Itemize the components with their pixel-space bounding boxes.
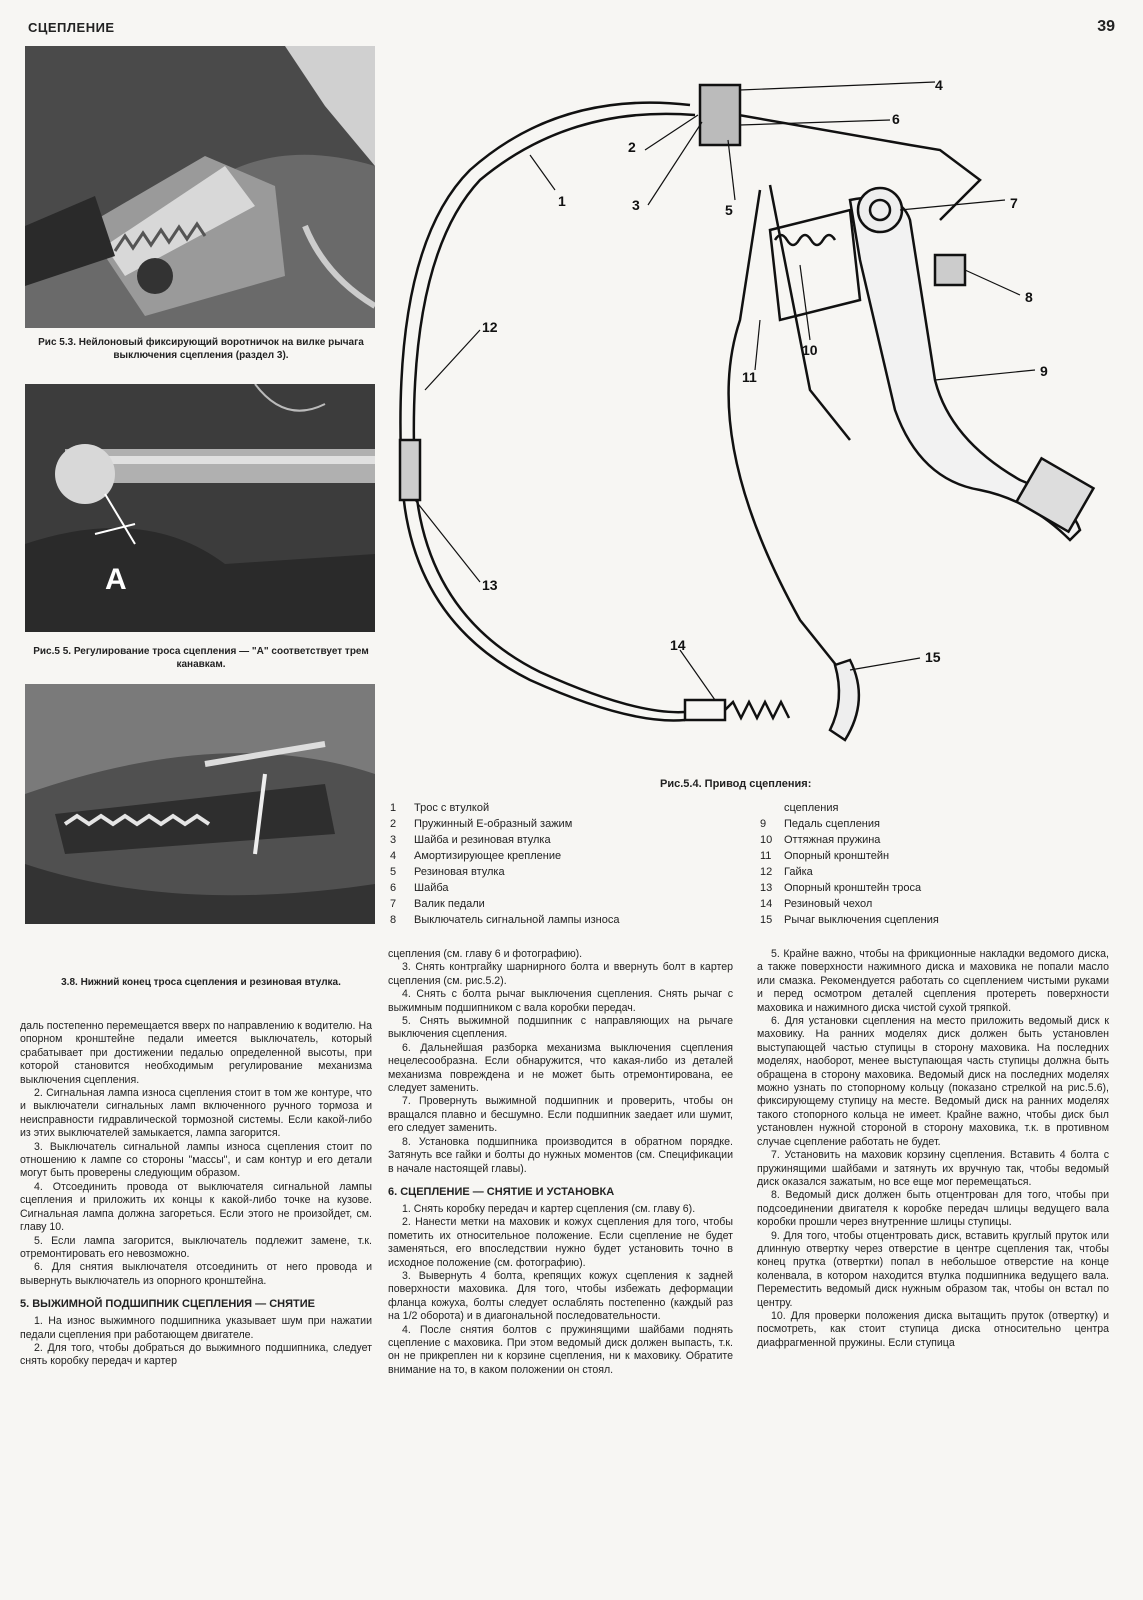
text-column-2 xyxy=(388,948,733,1377)
figure-legend-right xyxy=(760,800,1100,928)
legend-item: 7 Валик педали xyxy=(390,898,485,910)
paragraph: 9. Для того, чтобы отцентровать диск, вставить круглый пруток или длинную отвертку через отверстие в центре сцепления так, чтобы конец прутка (отвертки) попал в небольшое отверстие на конце коленвала, в котором находится втулка подшипника ведущего вала. Переместить ведомый диск нужным образом так, чтобы он встал по центру. xyxy=(757,1229,1109,1309)
text-column-3 xyxy=(757,948,1109,1350)
figure-legend-left xyxy=(390,800,710,928)
legend-item: 4 Амортизирующее крепление xyxy=(390,850,562,862)
callout-14: 14 xyxy=(670,637,686,653)
paragraph: даль постепенно перемещается вверх по направлению к водителю. На опорном кронштейне педали имеется выключатель, который срабатывает при достижении педалью определенной высоты, при которой становится необходимым регулирование механизма выключения сцепления. xyxy=(20,1020,372,1086)
paragraph: 8. Ведомый диск должен быть отцентрован для того, чтобы при подсоединении двигателя к коробке передач шлицы ведущего вала коробки прошли через внутренние шлицы ступицы. xyxy=(757,1189,1109,1229)
paragraph: 7. Установить на маховик корзину сцепления. Вставить 4 болта с пружинящими шайбами и затянуть их вручную так, чтобы ведомый диск оказался зажатым, но все еще мог перемещаться. xyxy=(757,1149,1109,1188)
photo-cable-adjustment xyxy=(25,384,375,632)
legend-item: 8 Выключатель сигнальной лампы износа xyxy=(390,914,620,926)
paragraph: 2. Нанести метки на маховик и кожух сцепления для того, чтобы пометить их относительное положение. Если сцепление не будет заменяться, его впоследствии нужно будет установить точно в исходное положение (см. фотографию). xyxy=(388,1216,733,1269)
paragraph: 6. Для снятия выключателя отсоединить от него провода и вывернуть выключатель из опорного кронштейна. xyxy=(20,1261,372,1287)
photo2-label-a: A xyxy=(105,563,127,596)
callout-1: 1 xyxy=(558,193,566,209)
legend-item: 15 Рычаг выключения сцепления xyxy=(760,914,939,926)
paragraph: 6. Дальнейшая разборка механизма выключения сцепления нецелесообразна. Если обнаружится, что какая-либо из деталей механизма повреждена и не может быть отремонтирована, ее следует заменить. xyxy=(388,1041,733,1095)
callout-4: 4 xyxy=(935,77,943,93)
callout-9: 9 xyxy=(1040,363,1048,379)
legend-item: 2 Пружинный Е-образный зажим xyxy=(390,818,573,830)
paragraph: 5. Снять выжимной подшипник с направляющих на рычаге выключения сцепления. xyxy=(388,1015,733,1041)
callout-10: 10 xyxy=(802,342,818,358)
paragraph: 3. Вывернуть 4 болта, крепящих кожух сцепления к задней поверхности маховика. Для того, чтобы избежать деформации фланца кожуха, болты следует ослаблять постепенно (каждый раз на 1/2 оборота) и в диагональной последовательности. xyxy=(388,1269,733,1323)
paragraph: 6. Для установки сцепления на место приложить ведомый диск к маховику. На ранних моделях диск должен быть установлен выступающей частью ступицы в сторону маховика. На последних моделях, наоборот, менее выступающая часть ступицы должна быть обращена в сторону маховика. Ведомый диск на последних моделях можно узнать по стопорному кольцу (показано стрелкой на рис.5.6), фиксирующему ступицу на месте. Ведомый диск на ранних моделях такого стопорного кольца не имеет. Крайне важно, чтобы диск был установлен нужной стороной в сторону маховика, т.к. в противном случае сцепление работать не будет. xyxy=(757,1015,1109,1148)
paragraph: 5. Если лампа загорится, выключатель подлежит замене, т.к. отремонтировать его невозможно. xyxy=(20,1234,372,1260)
legend-item: 9 Педаль сцепления xyxy=(760,818,880,830)
figure-caption: Рис.5.4. Привод сцепления: xyxy=(660,778,812,790)
paragraph: 8. Установка подшипника производится в обратном порядке. Затянуть все гайки и болты до нужных моментов (см. Спецификации в начале настоящей главы). xyxy=(388,1135,733,1175)
legend-item: 6 Шайба xyxy=(390,882,449,894)
legend-item: 3 Шайба и резиновая втулка xyxy=(390,834,551,846)
paragraph: 7. Провернуть выжимной подшипник и проверить, чтобы он вращался плавно и бесшумно. Если подшипник заедает или шумит, его следует заменить. xyxy=(388,1095,733,1135)
photo2-caption: Рис.5 5. Регулирование троса сцепления — "A" соответствует трем канавкам. xyxy=(33,646,369,670)
legend-item: 5 Резиновая втулка xyxy=(390,866,505,878)
photo-cable-lower-end xyxy=(25,684,375,924)
callout-6: 6 xyxy=(892,111,900,127)
callout-13: 13 xyxy=(482,577,498,593)
callout-15: 15 xyxy=(925,649,941,665)
legend-item: 13 Опорный кронштейн троса xyxy=(760,882,922,894)
paragraph: 5. Крайне важно, чтобы на фрикционные накладки ведомого диска, а также поверхности нажимного диска и маховика не попали масло или смазка. Рекомендуется работать со сцеплением чистыми руками и перед осмотром деталей сцепления протереть поверхности маховика и нажимного диска чистой сухой тряпкой. xyxy=(757,948,1109,1014)
callout-12: 12 xyxy=(482,319,498,335)
legend-item: 1 Трос с втулкой xyxy=(390,802,490,814)
callout-11: 11 xyxy=(742,369,757,385)
paragraph: 4. После снятия болтов с пружинящими шайбами поднять сцепление с маховика. При этом ведомый диск должен выпасть, т.к. он не прикреплен ни к корзине сцепления, ни к маховику. Обратите внимание на то, в каком положении он стоял. xyxy=(388,1323,733,1376)
clutch-linkage-diagram xyxy=(380,60,1110,760)
photo1-caption: Рис 5.3. Нейлоновый фиксирующий воротничок на вилке рычага выключения сцепления (раздел 3). xyxy=(38,337,364,361)
callout-5: 5 xyxy=(725,202,733,218)
paragraph: 4. Снять с болта рычаг выключения сцепления. Снять рычаг с выжимным подшипником с вала коробки передач. xyxy=(388,988,733,1014)
legend-item: 11 Опорный кронштейн xyxy=(760,850,890,862)
callout-2: 2 xyxy=(628,139,636,155)
section-heading: 6. СЦЕПЛЕНИЕ — СНЯТИЕ И УСТАНОВКА xyxy=(388,1185,615,1198)
legend-item: 14 Резиновый чехол xyxy=(760,898,873,910)
legend-item: 12 Гайка xyxy=(760,866,813,878)
paragraph: 4. Отсоединить провода от выключателя сигнальной лампы сцепления и приложить их концы к какой-либо точке на кузове. Сигнальная лампа должна загореться. Если этого не произойдет, см. главу 10. xyxy=(20,1180,372,1234)
callout-8: 8 xyxy=(1025,289,1033,305)
paragraph: 1. На износ выжимного подшипника указывает шум при нажатии педали сцепления при работающем двигателе. xyxy=(20,1315,372,1341)
paragraph: 2. Сигнальная лампа износа сцепления стоит в том же контуре, что и выключатели сигнальных ламп включенного ручного тормоза и неисправности гидравлической тормозной системы. Если какой-либо из этих выключателей замыкается, лампа загорится. xyxy=(20,1087,372,1140)
callout-3: 3 xyxy=(632,197,640,213)
paragraph: 2. Для того, чтобы добраться до выжимного подшипника, следует снять коробку передач и картер xyxy=(20,1341,372,1368)
paragraph: 3. Снять контргайку шарнирного болта и ввернуть болт в картер сцепления (см. рис.5.2). xyxy=(388,961,733,987)
section-header: СЦЕПЛЕНИЕ xyxy=(28,20,115,35)
photo3-caption: 3.8. Нижний конец троса сцепления и резиновая втулка. xyxy=(61,977,341,988)
cable-outer xyxy=(400,103,690,721)
section-heading: 5. ВЫЖИМНОЙ ПОДШИПНИК СЦЕПЛЕНИЯ — СНЯТИЕ xyxy=(20,1298,315,1311)
paragraph: 1. Снять коробку передач и картер сцепления (см. главу 6). xyxy=(402,1202,696,1215)
text-column-1 xyxy=(20,1020,372,1369)
paragraph: 10. Для проверки положения диска вытащить пруток (отвертку) и посмотреть, как стоит ступица диска относительно центра диафрагменной пружины. Если ступица xyxy=(757,1309,1109,1349)
callout-7: 7 xyxy=(1010,195,1018,211)
legend-item: 10 Оттяжная пружина xyxy=(760,834,881,846)
paragraph: сцепления (см. главу 6 и фотографию). xyxy=(388,948,583,960)
legend-item-cont: сцепления xyxy=(784,802,839,814)
page-number: 39 xyxy=(1097,18,1115,35)
photo-nylon-collar xyxy=(25,46,375,328)
paragraph: 3. Выключатель сигнальной лампы износа сцепления стоит по отношению к лампе со стороны "массы", и сам контур и его детали могут быть проверены следующим образом. xyxy=(20,1140,372,1180)
